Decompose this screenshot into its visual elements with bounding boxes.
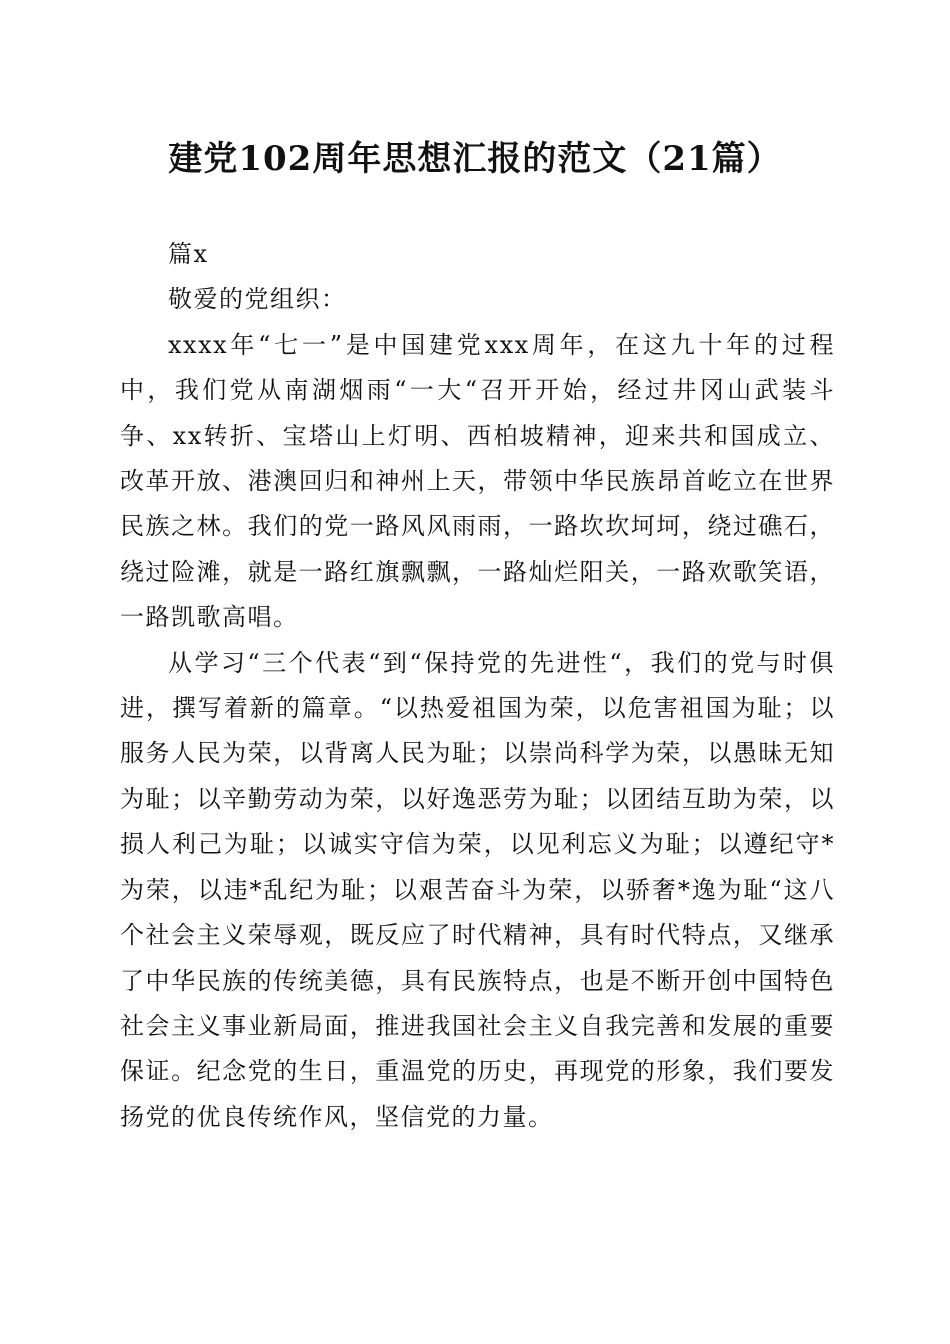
paragraph-1: xxxx年“七一”是中国建党xxx周年，在这九十年的过程中，我们党从南湖烟雨“一大“召开开始，经过井冈山武装斗争、xx转折、宝塔山上灯明、西柏坡精神，迎来共和国成立、改革开放、港澳回归和神州上天，带领中华民族昂首屹立在世界民族之林。我们的党一路风风雨雨，一路坎坎坷坷，绕过礁石，绕过险滩，就是一路红旗飘飘，一路灿烂阳关，一路欢歌笑语，一路凯歌高唱。 <box>120 330 835 632</box>
salutation: 敬爱的党组织： <box>168 285 347 314</box>
document-body <box>120 232 835 1140</box>
section-label: 篇x <box>168 240 209 268</box>
document-title: 建党102周年思想汇报的范文（21篇） <box>168 139 782 179</box>
paragraph-2: 从学习“三个代表“到“保持党的先进性“，我们的党与时俱进，撰写着新的篇章。“以热爱祖国为荣，以危害祖国为耻；以服务人民为荣，以背离人民为耻；以崇尚科学为荣，以愚昧无知为耻；以辛勤劳动为荣，以好逸恶劳为耻；以团结互助为荣，以损人利己为耻；以诚实守信为荣，以见利忘义为耻；以遵纪守*为荣，以违*乱纪为耻；以艰苦奋斗为荣，以骄奢*逸为耻“这八个社会主义荣辱观，既反应了时代精神，具有时代特点，又继承了中华民族的传统美德，具有民族特点，也是不断开创中国特色社会主义事业新局面，推进我国社会主义自我完善和发展的重要保证。纪念党的生日，重温党的历史，再现党的形象，我们要发扬党的优良传统作风，坚信党的力量。 <box>120 648 835 1131</box>
